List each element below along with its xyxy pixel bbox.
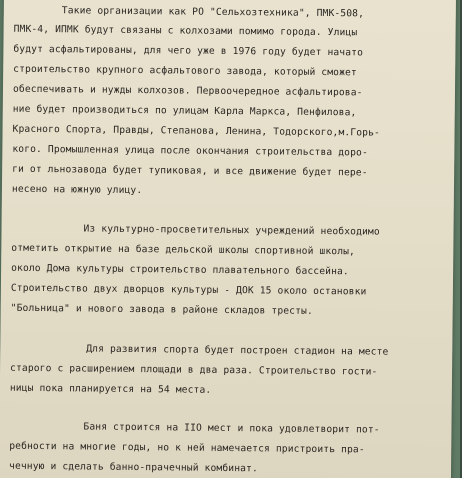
paragraph-1-line-4: строительство крупного асфальтового завода, который сможет <box>13 63 357 79</box>
paragraph-1-line-2: ПМК-4, ИПМК будут связаны с колхозами помимо города. Улицы <box>13 23 358 39</box>
paragraph-1-line-7: Красного Спорта, Правды, Степанова, Ленина, Тодорского,м.Горь- <box>12 123 381 139</box>
paragraph-1-line-6: ние будет производиться по улицам Карла Маркса, Пенфилова, <box>12 103 357 119</box>
paragraph-1-line-9: ги от льнозавода будет тупиковая, и все движение будет пере- <box>12 163 368 179</box>
paragraph-4-line-2: ребности на многие годы, но к ней намечается пристроить пра- <box>9 440 365 456</box>
paragraph-1-line-8: кого. Промышленная улица после окончания строительства доро- <box>12 143 368 159</box>
paragraph-2-line-5: "Больница" и нового завода в районе складов тресты. <box>10 302 313 317</box>
paragraph-3-line-3: ницы пока планируется на 54 места. <box>9 382 212 396</box>
paragraph-4-line-1: Баня строится на IIO мест и пока удовлетворит пот- <box>83 421 380 436</box>
paragraph-3-line-1: Для развития спорта будет построен стадион на месте <box>86 343 389 358</box>
paragraph-2-line-1: Из культурно-просветительных учреждений необходимо <box>83 223 380 238</box>
paragraph-1-line-5: обеспечивать и нужды колхозов. Первоочередное асфальтирова- <box>12 83 363 99</box>
paragraph-3-line-2: старого с расширением площади в два раза. Строительство гости- <box>10 362 378 378</box>
paragraph-2-line-3: около Дома культуры строительство плавательного бассейна. <box>11 262 349 278</box>
paragraph-1-line-3: будут асфальтированы, для чего уже в 1976 году будет начато <box>13 43 364 59</box>
paragraph-2-line-2: отметить открытие на базе дельской школы спортивной школы, <box>11 242 356 258</box>
paragraph-1-line-1: Такие организации как РО "Сельхозтехника", ПМК-508, <box>61 5 365 20</box>
paragraph-1-line-10: несено на южную улицу. <box>11 183 143 197</box>
paragraph-2-line-4: Строительство двух дворцов культуры - ДОК 15 около остановки <box>10 282 367 298</box>
paragraph-4-line-3: чечную и сделать банно-прачечный комбинат. <box>8 460 258 475</box>
